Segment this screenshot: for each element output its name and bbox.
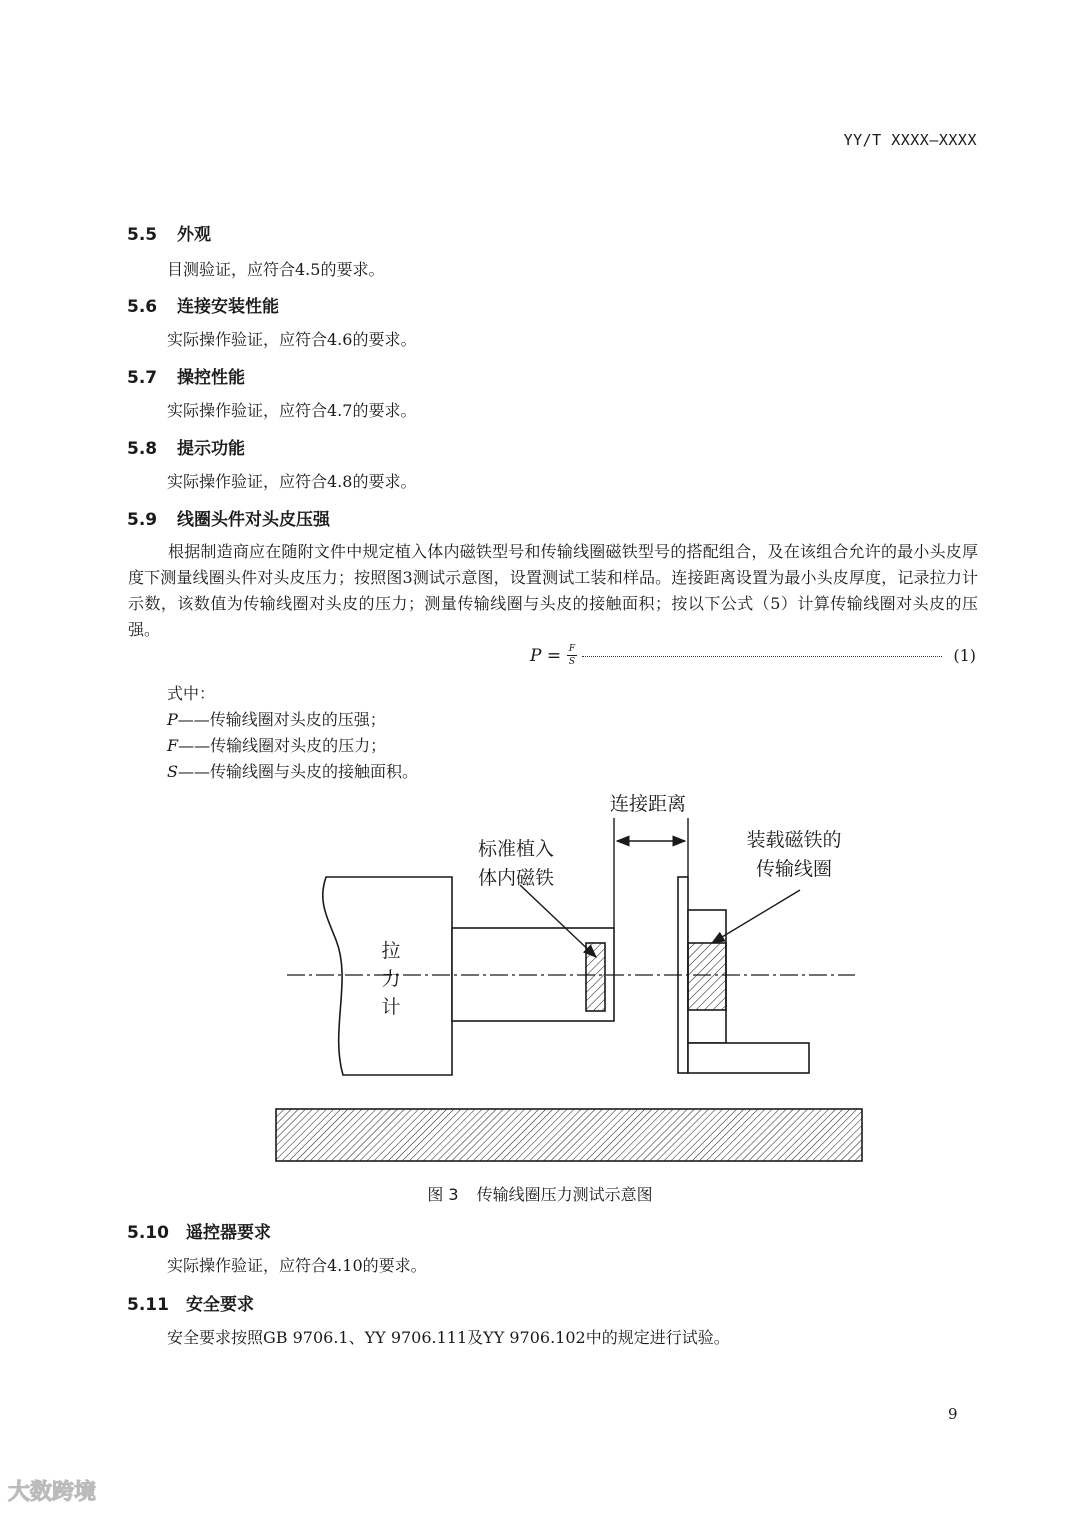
section-text-5-6: 实际操作验证，应符合4.6的要求。	[167, 330, 417, 349]
label-magnet-line2: 体内磁铁	[477, 867, 555, 889]
page-number: 9	[948, 1405, 958, 1423]
section-heading-5-8: 5.8 提示功能	[127, 439, 245, 459]
formula-lhs: P =	[530, 646, 562, 666]
label-magnet-line1: 标准植入	[477, 838, 555, 860]
label-distance: 连接距离	[609, 793, 687, 815]
label-coil-line2: 传输线圈	[755, 858, 833, 880]
section-text-5-8: 实际操作验证，应符合4.8的要求。	[167, 472, 417, 491]
where-item-p: P——传输线圈对头皮的压强；	[167, 710, 386, 729]
section-text-5-9: 根据制造商应在随附文件中规定植入体内磁铁型号和传输线圈磁铁型号的搭配组合，及在该组合允许的最小头皮厚度下测量线圈头件对头皮压力；按照图3测试示意图，设置测试工装和样品。连接距离设置为最小头皮厚度，记录拉力计示数，该数值为传输线圈对头皮的压力；测量传输线圈与头皮的接触面积；按以下公式（5）计算传输线圈对头皮的压强。	[128, 542, 978, 639]
label-gauge-2: 力	[381, 968, 401, 990]
section-heading-5-7: 5.7 操控性能	[127, 368, 245, 388]
section-heading-5-5: 5.5 外观	[127, 225, 211, 245]
formula-number: (1)	[953, 646, 976, 665]
section-heading-5-11: 5.11 安全要求	[127, 1295, 254, 1315]
section-heading-5-6: 5.6 连接安装性能	[127, 297, 279, 317]
formula-numerator: F	[568, 644, 576, 654]
coil-magnet	[688, 943, 726, 1010]
label-coil-line1: 装载磁铁的	[746, 829, 842, 851]
where-item-s: S——传输线圈与头皮的接触面积。	[167, 762, 418, 781]
section-heading-5-10: 5.10 遥控器要求	[127, 1223, 271, 1243]
figure-caption: 图 3 传输线圈压力测试示意图	[427, 1185, 653, 1204]
section-heading-5-9: 5.9 线圈头件对头皮压强	[127, 510, 330, 530]
where-intro: 式中：	[167, 684, 216, 703]
label-gauge-3: 计	[381, 996, 401, 1018]
where-item-f: F——传输线圈对头皮的压力；	[167, 736, 387, 755]
section-text-5-5: 目测验证，应符合4.5的要求。	[167, 260, 385, 279]
section-text-5-7: 实际操作验证，应符合4.7的要求。	[167, 401, 417, 420]
section-text-5-10: 实际操作验证，应符合4.10的要求。	[167, 1256, 427, 1275]
standard-number: YY/T XXXX—XXXX	[843, 131, 977, 149]
watermark-logo: 大数跨境	[8, 1480, 97, 1505]
implant-magnet	[586, 943, 605, 1011]
label-gauge-1: 拉	[381, 940, 401, 962]
formula-denominator: S	[568, 657, 576, 667]
base-plate	[276, 1109, 862, 1161]
section-text-5-11: 安全要求按照GB 9706.1、YY 9706.111及YY 9706.102中的规定进行试验。	[167, 1328, 730, 1347]
coil-base	[688, 1043, 809, 1073]
